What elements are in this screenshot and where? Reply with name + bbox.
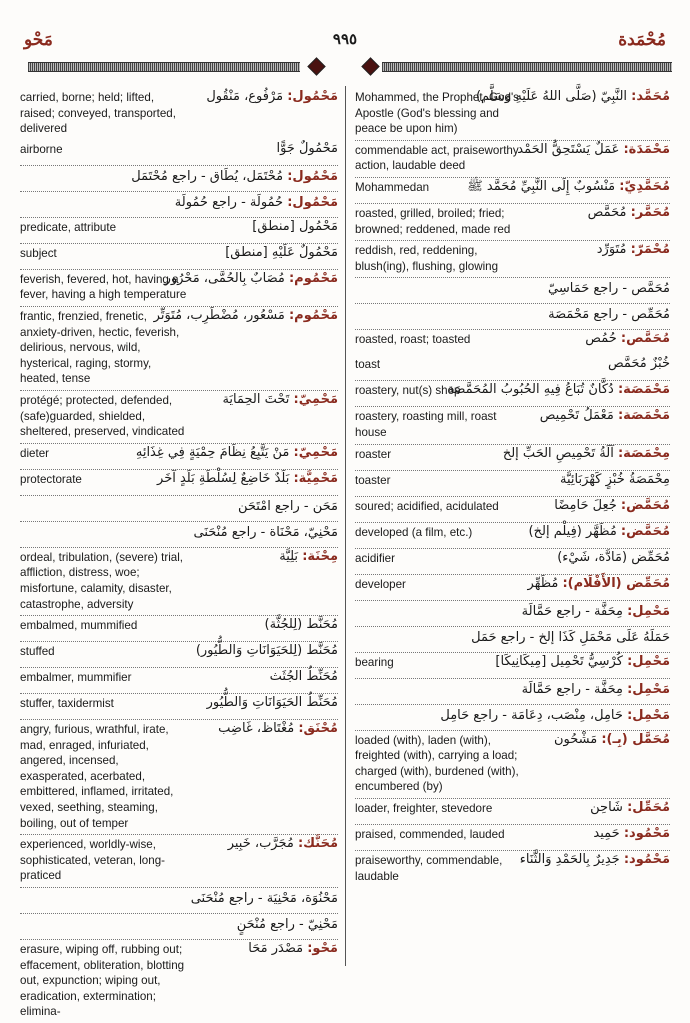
arabic-headword: مِحْمَصَة: آلَةُ تَحْمِيصِ الحَبِّ إلخ <box>502 445 670 461</box>
dictionary-entry <box>355 825 670 851</box>
english-definition: airborne <box>20 142 63 156</box>
dictionary-entry <box>355 653 670 679</box>
dictionary-entry <box>355 330 670 355</box>
dictionary-entry <box>355 705 670 731</box>
dictionary-entry <box>355 278 670 304</box>
dictionary-entry <box>20 522 338 548</box>
dictionary-entry <box>20 914 338 940</box>
dictionary-entry <box>355 381 670 407</box>
arabic-headword: مَحْمِيّ: تَحْتَ الحِمَايَة <box>222 391 338 407</box>
left-guide-word: مَحْو <box>24 30 53 49</box>
left-column <box>20 88 338 1023</box>
english-definition: carried, borne; held; lifted, raised; conveyed, transported, delivered <box>20 91 176 136</box>
dictionary-entry <box>20 192 338 218</box>
arabic-headword: مُحَنَّك: مُجَرَّب، خَبِير <box>227 836 338 852</box>
english-definition: loader, freighter, stevedore <box>355 801 493 815</box>
dictionary-entry <box>20 140 338 166</box>
arabic-headword: مَحْمُول: مَرْفُوع، مَنْقُول <box>206 89 338 104</box>
arabic-headword: مُحَمَّض: مُظَهَّر (فِيلْم إلخ) <box>528 523 670 539</box>
page-header <box>18 28 672 52</box>
right-column <box>355 88 670 887</box>
arabic-headword: مُحَمَّص - راجع حَمَاسِيّ <box>548 281 670 297</box>
dictionary-entry <box>20 270 338 307</box>
arabic-headword: مَحْمُود: جَدِيرٌ بِالحَمْدِ وَالثَّنَاء <box>519 851 670 867</box>
english-definition: ordeal, tribulation, (severe) trial, affliction, distress, woe; misfortune, calamity, disaster, catastrophe, adversity <box>20 550 184 611</box>
english-definition: feverish, fevered, hot, having a fever, having a high temperature <box>20 272 187 302</box>
arabic-headword: مَحَن - راجع امْتَحَن <box>238 498 338 514</box>
english-definition: Mohammed, the Prophet, God's Apostle (God's blessing and peace be upon him) <box>355 91 519 136</box>
dictionary-entry <box>20 548 338 616</box>
dictionary-entry <box>355 851 670 887</box>
header-rule-left <box>28 62 300 72</box>
arabic-headword: مَحْمِيّ: مَنْ يَتَّبِعُ نِظَامَ حِمْيَةٍ فِي غِذَائِهِ <box>135 444 338 460</box>
english-definition: dieter <box>20 446 50 460</box>
arabic-headword: مَحْمُولٌ جَوًّا <box>276 140 338 156</box>
dictionary-entry <box>355 355 670 381</box>
dictionary-entry <box>20 940 338 1023</box>
arabic-headword: مُحَمَّل (بِـ): مَشْحُون <box>553 731 670 747</box>
english-definition: stuffer, taxidermist <box>20 697 114 711</box>
dictionary-entry <box>20 244 338 270</box>
arabic-headword: مَحْمَدَة: عَمَلٌ يَسْتَحِقُّ الحَمْد <box>517 141 670 157</box>
arabic-headword: مَحْنِيّ - راجع مُنْحَنٍ <box>236 917 338 933</box>
dictionary-entry <box>20 496 338 522</box>
dictionary-entry <box>20 307 338 391</box>
column-divider <box>345 86 346 966</box>
english-definition: praiseworthy, commendable, laudable <box>355 853 503 883</box>
arabic-headword: مَحْو: مَصْدَر مَحَا <box>248 941 338 957</box>
english-definition: developer <box>355 577 406 591</box>
dictionary-entry <box>355 575 670 601</box>
arabic-headword: مُحْمَرّ: مُتَوَرِّد <box>596 242 670 258</box>
english-definition: soured; acidified, acidulated <box>355 499 499 513</box>
arabic-headword: مَحْمِل: كُرْسِيُّ تَحْمِيل [مِيكَانِيكَا] <box>495 653 670 669</box>
english-definition: roasted, grilled, broiled; fried; browned; reddened, made red <box>355 206 511 236</box>
arabic-headword: مَحْمُود: حَمِيد <box>593 825 670 841</box>
dictionary-entry <box>355 679 670 705</box>
dictionary-entry <box>355 445 670 471</box>
dictionary-entry <box>355 304 670 330</box>
arabic-headword: مَحْمَصَة: مَعْمَلُ تَحْمِيص <box>539 408 670 424</box>
english-definition: roaster <box>355 447 392 461</box>
dictionary-entry <box>20 720 338 835</box>
page-number: ٩٩٥ <box>332 32 358 48</box>
english-definition: angry, furious, wrathful, irate, mad, enraged, infuriated, angered, incensed, exasperated, acerbated, embittered, inflamed, irritated, vexed, seething, steaming, boiling, out of temper <box>20 723 174 830</box>
arabic-headword: حَمَلَهُ عَلَى مَحْمَلِ كَذَا إلخ - راجع حَمَل <box>471 629 670 645</box>
dictionary-entry <box>20 642 338 668</box>
arabic-headword: مُحَنَّط (لِلجُثَّة) <box>264 617 338 633</box>
english-definition: subject <box>20 246 57 260</box>
dictionary-entry <box>355 731 670 799</box>
ornament-diamond-icon <box>361 57 379 75</box>
english-definition: bearing <box>355 655 394 669</box>
arabic-headword: مِحْنَة: بَلِيَّة <box>279 548 338 564</box>
arabic-headword: مَحْمَصَة: دُكَّانٌ تُبَاعُ فِيهِ الحُبُوبُ المُحَمَّصَة <box>447 382 670 398</box>
dictionary-entry <box>20 888 338 914</box>
arabic-headword: مَحْمِل: مِحَفَّة - راجع حَمَّالَة <box>521 681 670 697</box>
arabic-headword: مَحْنِيّ، مَحْنَاة - راجع مُنْحَنَى <box>193 524 338 540</box>
dictionary-entry <box>355 601 670 627</box>
arabic-headword: مَحْمِل: حَامِل، مِنْصَب، دِعَامَة - راجع حَامِل <box>440 707 670 723</box>
arabic-headword: مُحَنِّطُ الحَيَوَانَاتِ وَالطُّيُور <box>206 695 338 711</box>
arabic-headword: مُحَمِّل: شَاحِن <box>590 799 670 815</box>
right-guide-word: مُحْمَدة <box>618 30 666 49</box>
english-definition: experienced, worldly-wise, sophisticated, veteran, long-praticed <box>20 838 166 883</box>
english-definition: frantic, frenzied, frenetic, anxiety-driven, hectic, feverish, delirious, nervous, wild, hysterical, raging, stormy, heated, tense <box>20 309 180 386</box>
dictionary-entry <box>355 627 670 653</box>
english-definition: embalmer, mummifier <box>20 671 132 685</box>
dictionary-entry <box>355 471 670 497</box>
english-definition: acidifier <box>355 551 395 565</box>
arabic-headword: مُحَمِّض (مَادَّة، شَيْء) <box>557 549 670 565</box>
arabic-headword: مُحَمِّض (الأَفْلَام): مُظَهِّر <box>527 575 670 591</box>
arabic-headword: مُحَنَّط (لِلحَيَوَانَاتِ وَالطُّيُور) <box>195 643 338 659</box>
arabic-headword: مَحْمُول: مُحْتَمَل، يُطَاق - راجع مُحْتَمَل <box>131 168 338 184</box>
dictionary-entry <box>20 835 338 888</box>
dictionary-entry <box>355 523 670 549</box>
dictionary-entry <box>355 407 670 444</box>
english-definition: protégé; protected, defended, (safe)guarded, shielded, sheltered, preserved, vindicated <box>20 393 185 439</box>
english-definition: roasted, roast; toasted <box>355 333 471 347</box>
dictionary-entry <box>20 470 338 496</box>
english-definition: reddish, red, reddening, blush(ing), flushing, glowing <box>355 244 499 273</box>
dictionary-entry <box>355 204 670 241</box>
arabic-headword: خُبْزٌ مُحَمَّص <box>607 356 670 372</box>
arabic-headword: مُحَمَّد: النَّبِيّ (صَلَّى اللهُ عَلَيْهِ وَسَلَّم) <box>475 89 670 104</box>
dictionary-entry <box>20 166 338 192</box>
arabic-headword: مُحْنَق: مُغْتَاظ، غَاضِب <box>218 721 338 737</box>
arabic-headword: مَحْمِيَّة: بَلَدٌ خَاضِعٌ لِسُلْطَةِ بَلَدٍ آخَر <box>157 470 338 486</box>
dictionary-entry <box>355 241 670 278</box>
english-definition: stuffed <box>20 645 55 659</box>
english-definition: praised, commended, lauded <box>355 827 505 841</box>
dictionary-entry <box>355 141 670 178</box>
arabic-headword: مَحْمِل: مِحَفَّة - راجع حَمَّالَة <box>521 603 670 619</box>
arabic-headword: مُحَمَّض: جُعِلَ حَامِضًا <box>554 497 670 513</box>
dictionary-entry <box>20 616 338 642</box>
english-definition: toaster <box>355 473 391 487</box>
dictionary-entry <box>20 444 338 470</box>
dictionary-entry <box>20 694 338 720</box>
english-definition: commendable act, praiseworthy action, laudable deed <box>355 143 519 173</box>
english-definition: protectorate <box>20 472 82 486</box>
english-definition: embalmed, mummified <box>20 619 138 633</box>
arabic-headword: مُحَمِّص - راجع مَحْمَصَة <box>548 307 670 323</box>
english-definition: roastery, roasting mill, roast house <box>355 410 497 439</box>
arabic-headword: مَحْمُوم: مَسْعُور، مُضْطَرِب، مُتَوَتِّر <box>153 307 338 323</box>
arabic-headword: مُحَمَّص: حُمُص <box>585 331 670 347</box>
ornament-diamond-icon <box>307 57 325 75</box>
english-definition: loaded (with), laden (with), freighted (with), carrying a load; charged (with), burdened (with), encumbered (by) <box>355 733 519 794</box>
arabic-headword: مَحْمُول: حُمُولَة - راجع حُمُولَة <box>174 194 338 210</box>
arabic-headword: مُحَمَّر: مُحَمَّص <box>587 204 670 220</box>
dictionary-entry <box>355 88 670 141</box>
english-definition: developed (a film, etc.) <box>355 525 473 539</box>
dictionary-entry <box>355 799 670 825</box>
dictionary-entry <box>355 497 670 523</box>
arabic-headword: مُحَمَّدِيّ: مَنْسُوبٌ إِلَى النَّبِيِّ مُحَمَّد ﷺ <box>467 178 670 194</box>
dictionary-entry <box>20 218 338 244</box>
dictionary-entry <box>20 88 338 140</box>
english-definition: predicate, attribute <box>20 220 117 234</box>
english-definition: toast <box>355 358 381 372</box>
arabic-headword: مَحْمُوم: مُصَابٌ بِالحُمَّى، مَحْرُور <box>164 270 338 286</box>
english-definition: roastery, nut(s) shop <box>355 384 461 398</box>
english-definition: erasure, wiping off, rubbing out; effacement, obliteration, blotting out, expunction; wiping out, eradication, extermination; elimina- <box>20 943 185 1019</box>
dictionary-entry <box>20 668 338 694</box>
arabic-headword: مَحْمُول [منطق] <box>252 218 338 234</box>
arabic-headword: مِحْمَصَةُ خُبْزٍ كَهْرَبَائِيَّة <box>560 471 670 487</box>
arabic-headword: مَحْنُوَة، مَحْنِيَة - راجع مُنْحَنَى <box>190 891 338 907</box>
dictionary-entry <box>355 178 670 204</box>
header-rule-right <box>382 62 672 72</box>
dictionary-entry <box>355 549 670 575</box>
arabic-headword: مَحْمُولٌ عَلَيْهِ [منطق] <box>225 244 338 260</box>
english-definition: Mohammedan <box>355 180 430 194</box>
dictionary-entry <box>20 391 338 444</box>
arabic-headword: مُحَنِّطُ الجُثَث <box>269 669 338 685</box>
